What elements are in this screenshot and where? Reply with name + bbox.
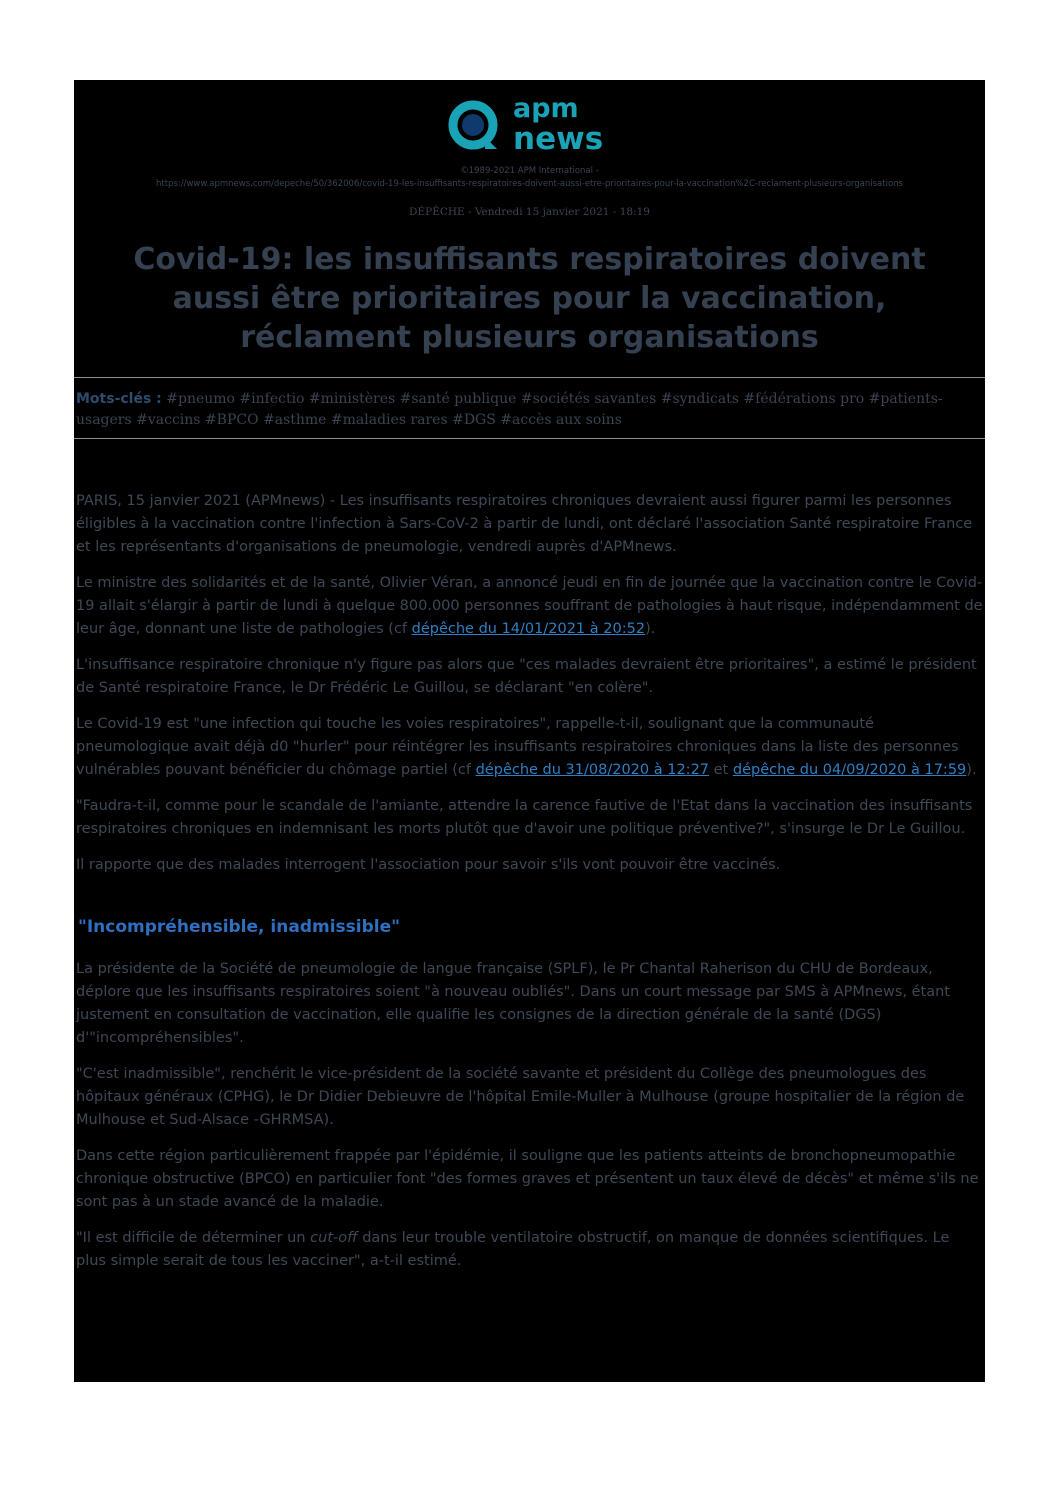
link-depeche-14-01-2021[interactable]: dépêche du 14/01/2021 à 20:52 [411,621,646,637]
dateline: DÉPÊCHE - Vendredi 15 janvier 2021 - 18:19 [409,206,650,218]
paragraph-4-text: Le Covid-19 est "une infection qui touche les voies respiratoires", rappelle-t-il, soulignant que la communauté pneumologique avait déjà d0 "hurler" pour réintégrer les insuffisants respiratoires chroniques dans la liste des personnes vulnérables pouvant bénéficier du chômage partiel (cf [76,716,959,778]
paragraph-1: PARIS, 15 janvier 2021 (APMnews) - Les insuffisants respiratoires chroniques devraient aussi figurer parmi les personnes éligibles à la vaccination contre l'infection à Sars-CoV-2 à partir de lundi, ont déclaré l'association Santé respiratoire France et les représentants d'organisations de pneumologie, vendredi auprès d'APMnews. [76,493,973,555]
article-body [74,490,985,1273]
paragraph-3: L'insuffisance respiratoire chronique n'y figure pas alors que "ces malades devraient être prioritaires", a estimé le président de Santé respiratoire France, le Dr Frédéric Le Guillou, se déclarant "en colère". [76,657,977,696]
paragraph-4 [76,713,983,782]
source-url: https://www.apmnews.com/depeche/50/362006/covid-19-les-insuffisants-respiratoires-doivent-aussi-etre-prioritaires-pour-la-vaccination%2C-reclament-plusieurs-organisations [156,179,903,189]
paragraph-5: "Faudra-t-il, comme pour le scandale de l'amiante, attendre la carence fautive de l'Etat dans la vaccination des insuffisants respiratoires chroniques en indemnisant les morts plutôt que d'avoir une politique préventive?", s'insurge le Dr Le Guillou. [76,798,973,837]
keywords-block [74,378,985,438]
paragraph-2-end: ). [645,621,656,637]
article-title: Covid-19: les insuffisants respiratoires doivent aussi être prioritaires pour la vaccination, réclament plusieurs organisations [133,242,926,355]
apmnews-logo-icon [445,91,615,157]
copyright-text: ©1989-2021 APM International - [460,166,599,176]
logo-text-news: news [512,121,603,157]
link-depeche-31-08-2020[interactable]: dépêche du 31/08/2020 à 12:27 [475,762,710,778]
paragraph-6: Il rapporte que des malades interrogent l'association pour savoir s'ils vont pouvoir être vaccinés. [76,857,781,873]
keywords-list: #pneumo #infectio #ministères #santé publique #sociétés savantes #syndicats #fédérations pro #patients-usagers #vaccins #BPCO #asthme #maladies rares #DGS #accès aux soins [76,391,943,428]
paragraph-8: "C'est inadmissible", renchérit le vice-président de la société savante et président du Collège des pneumologues des hôpitaux généraux (CPHG), le Dr Didier Debieuvre de l'hôpital Emile-Muller à Mulhouse (groupe hospitalier de la région de Mulhouse et Sud-Alsace -GHRMSA). [76,1066,965,1128]
paragraph-2-text: Le ministre des solidarités et de la santé, Olivier Véran, a annoncé jeudi en fin de journée que la vaccination contre le Covid-19 allait s'élargir à partir de lundi à quelque 800.000 personnes souffrant de pathologies à haut risque, indépendamment de leur âge, donnant une liste de pathologies (cf [76,575,983,637]
paragraph-7: La présidente de la Société de pneumologie de langue française (SPLF), le Pr Chantal Raherison du CHU de Bordeaux, déplore que les insuffisants respiratoires soient "à nouveau oubliés". Dans un court message par SMS à APMnews, étant justement en consultation de vaccination, elle qualifie les consignes de la direction générale de la santé (DGS) d'"incompréhensibles". [76,961,950,1046]
document-page [74,80,985,1382]
paragraph-10 [76,1227,983,1273]
paragraph-9: Dans cette région particulièrement frappée par l'épidémie, il souligne que les patients atteints de bronchopneumopathie chronique obstructive (BPCO) en particulier font "des formes graves et présentent un taux élevé de décès" et même s'ils ne sont pas à un stade avancé de la maladie. [76,1148,979,1210]
divider-bottom [74,438,985,439]
paragraph-10-text: "Il est difficile de déterminer un [76,1230,311,1246]
logo-text-apm: apm [512,93,579,124]
copyright-block [74,165,985,191]
paragraph-10-emphasis: cut-off [310,1230,358,1246]
paragraph-4-conjunction: et [709,762,733,778]
paragraph-2 [76,572,983,641]
paragraph-10-end: dans leur trouble ventilatoire obstructif, on manque de données scientifiques. Le plus simple serait de tous les vacciner", a-t-il estimé. [76,1230,950,1269]
paragraph-4-end: ). [966,762,977,778]
apmnews-logo [74,85,985,163]
link-depeche-04-09-2020[interactable]: dépêche du 04/09/2020 à 17:59 [732,762,967,778]
section-heading: "Incompréhensible, inadmissible" [78,917,400,937]
keywords-label: Mots-clés : [76,391,162,407]
